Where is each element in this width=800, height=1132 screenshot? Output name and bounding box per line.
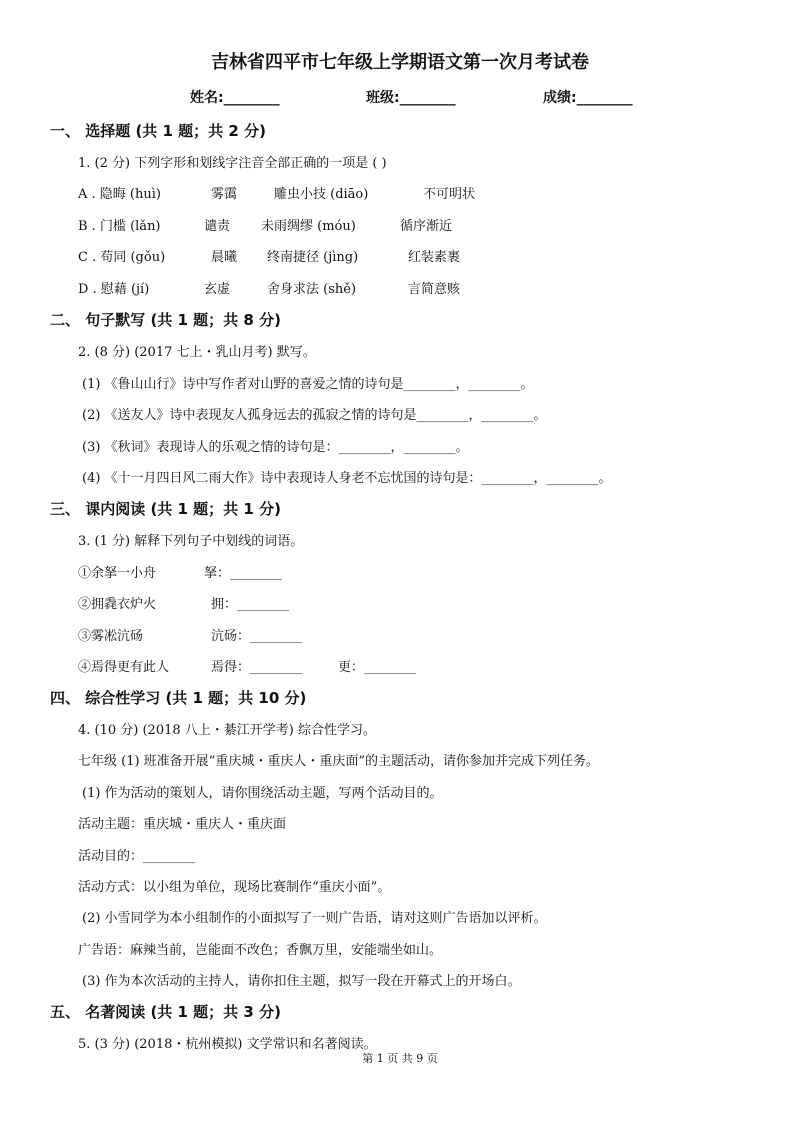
dictation-item: (3) 《秋词》表现诗人的乐观之情的诗句是：________，________。 xyxy=(82,440,469,455)
option-part: 未雨绸缪 (móu) xyxy=(261,219,356,234)
task-line: 活动目的：________ xyxy=(78,849,196,864)
option-part: B . 门槛 (lǎn) xyxy=(78,219,161,234)
section-heading: 五、 名著阅读 (共 1 题；共 3 分) xyxy=(50,1003,281,1021)
option-part: 玄虚 xyxy=(204,282,231,297)
option-part: 雕虫小技 (diāo) xyxy=(274,187,369,202)
section-heading: 三、 课内阅读 (共 1 题；共 1 分) xyxy=(50,500,281,518)
task-line: 活动主题：重庆城・重庆人・重庆面 xyxy=(78,817,287,832)
question-stem: 4. (10 分) (2018 八上・綦江开学考) 综合性学习。 xyxy=(78,723,376,738)
task-line: (1) 作为活动的策划人，请你围绕活动主题，写两个活动目的。 xyxy=(82,786,443,801)
term-item xyxy=(78,562,283,581)
dictation-item: (4) 《十一月四日风二雨大作》诗中表现诗人身老不忘忧国的诗句是：________，________。 xyxy=(82,471,612,486)
option-a xyxy=(78,183,476,202)
task-line: (3) 作为本次活动的主持人，请你扣住主题，拟写一段在开幕式上的开场白。 xyxy=(82,974,521,989)
page-title: 吉林省四平市七年级上学期语文第一次月考试卷 xyxy=(211,52,589,73)
section-heading: 四、 综合性学习 (共 1 题；共 10 分) xyxy=(50,689,307,707)
option-part: 雾霭 xyxy=(211,187,238,202)
term-answer: 沆砀：________ xyxy=(211,629,303,644)
option-d xyxy=(78,278,461,297)
dictation-item: (1) 《鲁山山行》诗中写作者对山野的喜爱之情的诗句是________，________。 xyxy=(82,377,534,392)
term-sentence: ②拥毳衣炉火 xyxy=(78,597,157,612)
option-part: 终南捷径 (jìng) xyxy=(267,250,359,265)
question-stem: 5. (3 分) (2018・杭州模拟) 文学常识和名著阅读。 xyxy=(78,1037,377,1052)
question-stem: 2. (8 分) (2017 七上・乳山月考) 默写。 xyxy=(78,345,316,360)
name-field: 姓名:________ xyxy=(190,90,280,106)
term-sentence: ③雾凇沆砀 xyxy=(78,629,144,644)
task-line: 活动方式：以小组为单位，现场比赛制作“重庆小面”。 xyxy=(78,880,391,895)
class-field: 班级:________ xyxy=(366,90,456,106)
term-answer: 拏：________ xyxy=(204,566,283,581)
question-stem: 3. (1 分) 解释下列句子中划线的词语。 xyxy=(78,534,304,549)
option-part: 红装素裹 xyxy=(408,250,461,265)
term-answer: 拥：________ xyxy=(211,597,290,612)
term-answer: 更：________ xyxy=(338,660,417,675)
term-item xyxy=(78,625,303,644)
question-stem: 1. (2 分) 下列字形和划线字注音全部正确的一项是 ( ) xyxy=(78,156,387,171)
option-part: A . 隐晦 (huì) xyxy=(78,187,161,202)
option-part: 谴责 xyxy=(204,219,231,234)
option-part: 不可明状 xyxy=(423,187,476,202)
term-sentence: ①余拏一小舟 xyxy=(78,566,157,581)
option-part: 循序渐近 xyxy=(400,219,453,234)
option-part: 言简意赅 xyxy=(408,282,461,297)
option-part: 舍身求法 (shě) xyxy=(267,282,357,297)
term-item xyxy=(78,593,290,612)
score-field: 成绩:________ xyxy=(543,90,633,106)
task-line: (2) 小雪同学为本小组制作的小面拟写了一则广告语，请对这则广告语加以评析。 xyxy=(82,911,547,926)
option-part: C . 苟同 (gǒu) xyxy=(78,250,166,265)
term-sentence: ④焉得更有此人 xyxy=(78,660,170,675)
dictation-item: (2) 《送友人》诗中表现友人孤身远去的孤寂之情的诗句是________，________。 xyxy=(82,408,547,423)
option-b xyxy=(78,215,453,234)
option-part: D . 慰藉 (jí) xyxy=(78,282,150,297)
task-line: 广告语：麻辣当前，岂能面不改色；香飘万里，安能端坐如山。 xyxy=(78,943,443,958)
page-footer: 第 1 页 共 9 页 xyxy=(362,1052,438,1065)
task-line: 七年级 (1) 班准备开展“重庆城・重庆人・重庆面”的主题活动，请你参加并完成下列任务。 xyxy=(78,754,599,769)
option-part: 晨曦 xyxy=(211,250,238,265)
option-c xyxy=(78,246,461,265)
term-answer: 焉得：________ xyxy=(211,660,303,675)
section-heading: 二、 句子默写 (共 1 题；共 8 分) xyxy=(50,311,281,329)
section-heading: 一、 选择题 (共 1 题；共 2 分) xyxy=(50,122,266,140)
term-item xyxy=(78,656,417,675)
